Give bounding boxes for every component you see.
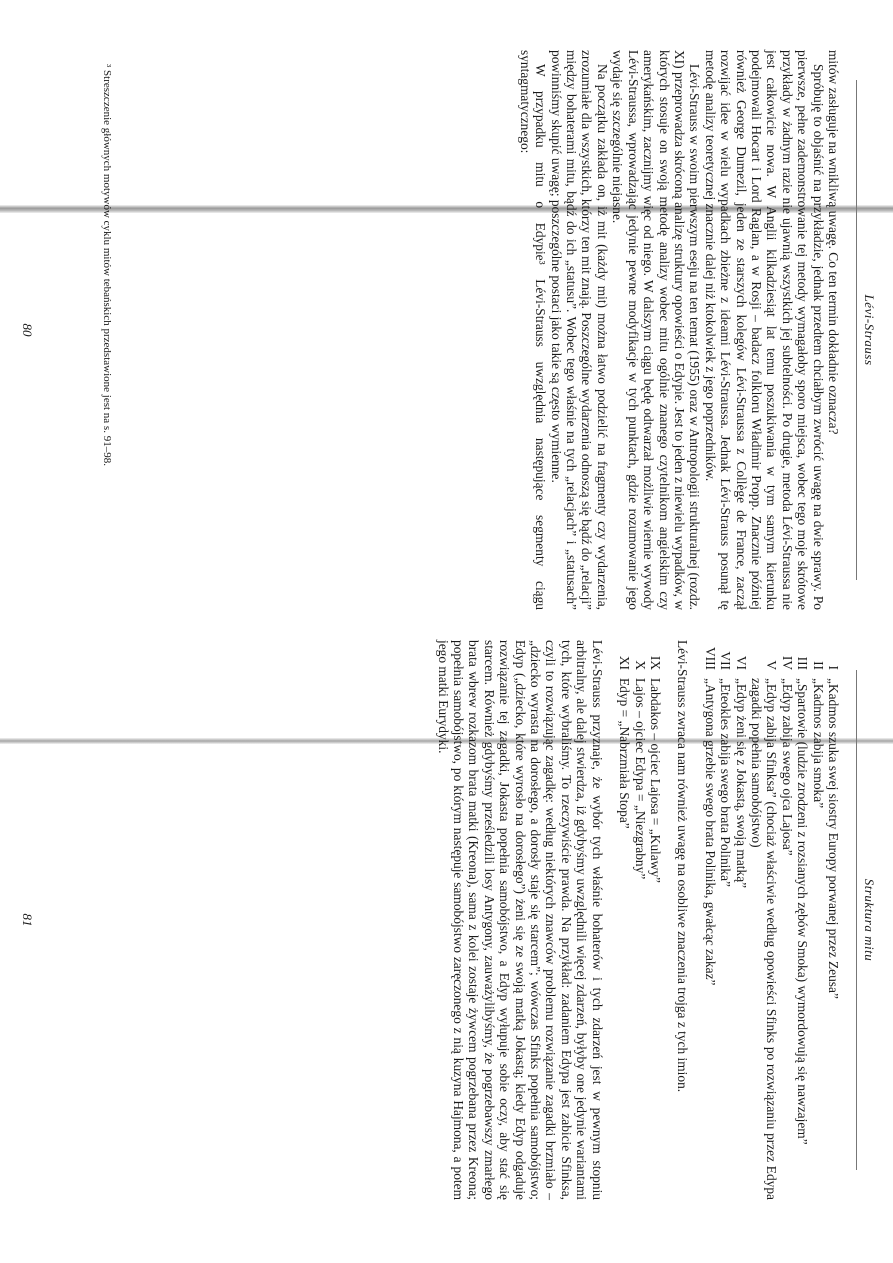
- item-text: „Spartowie (ludzie zrodzeni z rozsianych zębów Smoka) wymordowują się nawzajem”: [795, 678, 811, 1145]
- paragraph-3: Lévi-Strauss w swoim pierwszym eseju na ten temat (1955) oraz w Antropologii strukturalnej (rozdz. XI) przeprowadza skróconą analizę struktury opowieści o Edypie. Jest to jeden z niewielu wypadków, w których stosuje on swoją metodę analizy wobec mitu ogólnie znanego czytelnikom angielskim czy amerykańskim, zacznijmy więc od niego. W dalszym ciągu będę odtwarzał możliwie wiernie wywody Lévi-Straussa, wprowadzając jedynie pewne modyfikacje w tych punktach, gdzie rozumowanie jego wydaje się szczególnie niejasne.: [610, 50, 703, 610]
- list-item: [718, 640, 733, 1200]
- header-rule-left: [856, 80, 857, 580]
- list-item: [733, 640, 748, 1200]
- footnote: [100, 50, 113, 610]
- mytheme-list-a: [702, 640, 841, 1200]
- item-text: „Eteokles zabija swego brata Polinika”: [718, 678, 734, 887]
- item-number: IV: [779, 655, 795, 670]
- item-text: „Antygona grzebie swego brata Polinika, gwałcąc zakaz”: [702, 678, 718, 986]
- item-number: XI: [617, 655, 633, 670]
- running-header-left: Lévi-Strauss: [862, 294, 877, 366]
- paragraph-5: W przypadku mitu o Edypie³ Lévi-Strauss uwzględnia następujące segmenty ciągu syntagmatycznego:: [517, 50, 549, 610]
- item-number: IX: [647, 655, 663, 670]
- item-number: VI: [733, 655, 749, 670]
- item-text: „Kadmos szuka swej siostry Europy porwanej przez Zeusa”: [826, 678, 841, 999]
- list-item: [779, 640, 794, 1200]
- paragraph-final: Lévi-Strauss przyznaje, że wybór tych właśnie bohaterów i tych zdarzeń jest w pewnym stopniu arbitralny, ale dalej stwierdza, iż gdybyśmy uwzględnili więcej zdarzeń, byłyby one jedynie wariantami tych, które wybraliśmy. To rzeczywiście prawda. Na przykład: zadaniem Edypa jest zabicie Sfinksa, czyli to rozwiązując zagadkę: według niektórych znawców problemu rozwiązanie zagadki brzmiało – „dziecko wyrasta na dorosłego, a dorosły staje się starcem”; wówczas Sfinks popełnia samobójstwo; Edyp („dziecko, które wyrosło na dorosłego”) żeni się ze swoją matką Jokastą; kiedy Edyp odgaduje rozwiązanie tej zagadki, Jokasta popełnia samobójstwo, a Edyp wyłupuje sobie oczy, aby stać się starcem. Również gdybyśmy prześledzili losy Antygony, zauważylibyśmy, że pogrzebawszy zmarłego brata wbrew rozkazom brata matki (Kreona), sama z kolei zostaje żywcem pogrzebana przez Kreona; popełnia samobójstwo, po którym następuje samobójstwo zaręczonego z nią kuzyna Hajmona, a potem jego matki Eurydyki.: [435, 640, 605, 1200]
- page-number-right: 81: [20, 913, 35, 927]
- item-text: „Edyp żeni się z Jokastą, swoją matką”: [733, 678, 749, 889]
- mytheme-list-b: [617, 640, 663, 1200]
- paragraph-1: mitów zasługuje na wnikliwą uwagę. Co ten termin dokładnie oznacza?: [826, 50, 841, 435]
- list-item: [648, 640, 663, 1200]
- spacer: [663, 640, 675, 1200]
- item-number: VII: [718, 651, 734, 670]
- list-item: [826, 640, 841, 1200]
- item-number: V: [764, 660, 780, 670]
- page-number-left: 80: [20, 323, 35, 337]
- item-text: Edyp = „Nabrzmiała Stopa”: [617, 678, 633, 829]
- header-rule-right: [856, 670, 857, 1170]
- item-text: „Edyp zabija swego ojca Lajosa”: [779, 678, 795, 856]
- item-text: „Kadmos zabija smoka”: [810, 678, 826, 809]
- right-page-body: [435, 640, 841, 1200]
- list-item: [749, 640, 780, 1200]
- item-number: X: [632, 660, 648, 670]
- footnote-text: ³ Streszczenie głównych motywów cyklu mitów tebańskich przedstawione jest na s. 91–98.: [101, 64, 113, 466]
- item-number: I: [826, 665, 841, 670]
- list-item: [617, 640, 632, 1200]
- paragraph-2: Spróbuję to objaśnić na przykładzie, jednak przedtem chciałbym zwrócić uwagę na dwie sprawy. Po pierwsze, pełne zademonstrowanie tej metody wymagałoby sporo miejsca, wobec tego moje skrótowe przykłady w żadnym razie nie ujawnią wszystkich jej subtelności. Po drugie, metoda Lévi-Straussa nie jest całkowicie nowa. W Anglii kilkadziesiąt lat temu poszukiwania w tym samym kierunku podejmowali Hocart i Lord Raglan, a w Rosji – badacz folkloru Władimir Propp. Znacznie później również George Dumezil, jeden ze starszych kolegów Lévi-Straussa z Collège de France, zaczął rozwijać idee w wielu wypadkach zbieżne z ideami Lévi-Straussa. Jednak Lévi-Strauss posunął tę metodę analizy teoretycznej znacznie dalej niż ktokolwiek z jego poprzedników.: [702, 50, 826, 610]
- item-text: Lajos – ojciec Edypa = „Niezgrabny”: [632, 678, 648, 880]
- list-item: [795, 640, 810, 1200]
- item-number: II: [810, 661, 826, 670]
- list-item: [702, 640, 717, 1200]
- paragraph-names: Lévi-Strauss zwraca nam również uwagę na osobliwe znaczenia trojga z tych imion.: [675, 640, 691, 1093]
- paragraph-4: Na początku zakłada on, iż mit (każdy mit) można łatwo podzielić na fragmenty czy wydarzenia, zrozumiałe dla wszystkich, którzy ten mit znają. Poszczególne wydarzenia odnoszą się bądź do „relacji” między bohaterami mitu, bądź do ich „statusu”. Wobec tego właśnie na tych „relacjach” i „statusach” powinniśmy skupić uwagę; poszczególne postaci jako takie są często wymienne.: [548, 50, 610, 610]
- item-number: III: [795, 656, 811, 670]
- list-item: [810, 640, 825, 1200]
- item-text: „Edyp zabija Sfinksa” (chociaż właściwie według opowieści Sfinks po rozwiązaniu przez Edypa zagadki popełnia samobójstwo): [748, 678, 780, 1200]
- item-number: VIII: [702, 646, 718, 670]
- right-page: [0, 640, 893, 1200]
- left-page-body: [517, 50, 841, 610]
- left-page: [0, 50, 893, 610]
- item-text: Labdakos – ojciec Lajosa = „Kulawy”: [647, 678, 663, 883]
- list-item: [632, 640, 647, 1200]
- running-header-right: Struktura mitu: [862, 878, 877, 962]
